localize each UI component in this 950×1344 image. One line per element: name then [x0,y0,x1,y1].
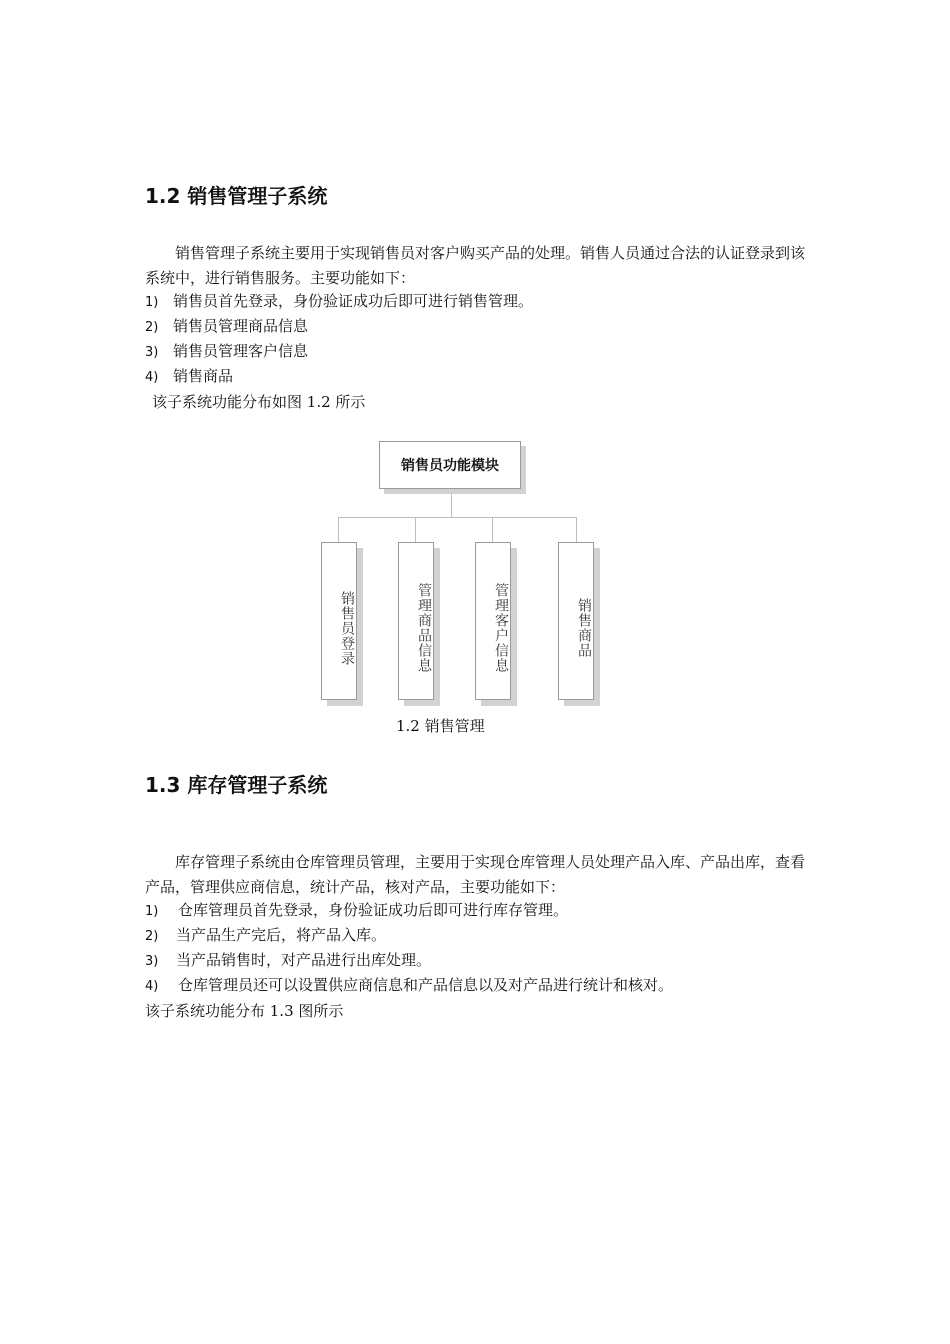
sales-intro-paragraph: 销售管理子系统主要用于实现销售员对客户购买产品的处理。销售人员通过合法的认证登录到该系统中，进行销售服务。主要功能如下： [145,244,806,287]
list-text: 当产品销售时，对产品进行出库处理。 [176,951,432,969]
list-text: 销售员首先登录，身份验证成功后即可进行销售管理。 [173,292,534,310]
list-text: 销售商品 [173,367,234,385]
list-item [145,291,533,313]
diagram-child-node [398,542,434,700]
list-item [145,316,308,338]
list-item [145,341,308,363]
list-text: 仓库管理员首先登录，身份验证成功后即可进行库存管理。 [178,901,569,919]
child-node-label: 销售员登录 [339,590,355,666]
list-number: 2) [145,320,159,335]
section-heading-sales: 1.2 销售管理子系统 [145,184,328,208]
child-node-label: 管理客户信息 [493,583,509,673]
list-text: 仓库管理员还可以设置供应商信息和产品信息以及对产品进行统计和核对。 [178,976,674,994]
connector-line [415,517,416,542]
list-number: 1) [145,295,159,310]
list-item [145,366,233,388]
list-number: 3) [145,345,159,360]
list-number: 2) [145,929,159,944]
child-node-label: 销售商品 [576,598,592,658]
list-item [145,900,568,922]
child-node-label: 管理商品信息 [416,583,432,673]
connector-line [492,517,493,542]
list-text: 当产品生产完后，将产品入库。 [176,926,387,944]
list-number: 1) [145,904,159,919]
figure-intro-inventory: 该子系统功能分布 1.3 图所示 [145,1002,344,1020]
list-item [145,925,386,947]
connector-line [338,517,576,518]
list-number: 4) [145,979,159,994]
section-heading-inventory: 1.3 库存管理子系统 [145,773,328,797]
diagram-child-node [475,542,511,700]
sales-function-diagram [300,435,620,715]
connector-line [338,517,339,542]
diagram-child-node [558,542,594,700]
connector-line [451,494,452,517]
list-text: 销售员管理客户信息 [173,342,309,360]
connector-line [576,517,577,542]
list-text: 销售员管理商品信息 [173,317,309,335]
list-number: 4) [145,370,159,385]
diagram-child-node [321,542,357,700]
figure-intro-sales: 该子系统功能分布如图 1.2 所示 [152,393,366,411]
list-item [145,950,431,972]
diagram-root-node: 销售员功能模块 [379,441,521,489]
figure-caption: 1.2 销售管理 [396,717,485,735]
list-number: 3) [145,954,159,969]
list-item [145,975,673,997]
inventory-intro-paragraph: 库存管理子系统由仓库管理员管理，主要用于实现仓库管理人员处理产品入库、产品出库，查看产品，管理供应商信息，统计产品，核对产品，主要功能如下： [145,853,806,896]
